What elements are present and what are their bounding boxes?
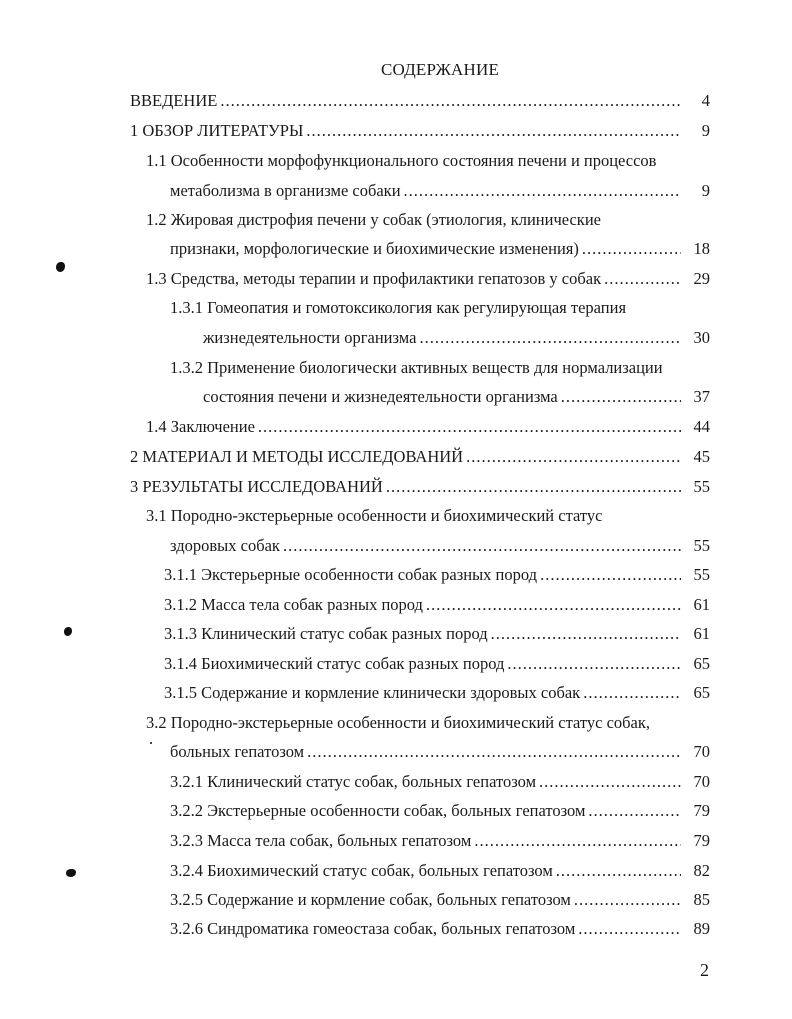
toc-entry-page: 55 (693, 565, 710, 584)
toc-leader-dots (426, 594, 681, 616)
toc-leader-dots (561, 386, 681, 408)
toc-entry-section-3-2-1[interactable] (170, 771, 710, 793)
toc-entry-page: 55 (693, 536, 710, 555)
toc-entry-title: 3.1.2 Масса тела собак разных пород (164, 595, 423, 614)
toc-entry-page: 85 (693, 890, 710, 909)
toc-entry-continuation: здоровых собак (170, 536, 280, 555)
toc-entry-continuation: метаболизма в организме собаки (170, 181, 401, 200)
toc-leader-dots (491, 623, 681, 645)
toc-entry-page: 29 (693, 269, 710, 288)
toc-entry-page: 30 (693, 328, 710, 347)
toc-entry-introduction[interactable] (130, 90, 710, 112)
toc-leader-dots (474, 830, 681, 852)
toc-leader-dots (583, 682, 681, 704)
toc-entry-title: ВВЕДЕНИЕ (130, 91, 218, 110)
toc-leader-dots (540, 564, 681, 586)
toc-entry-title[interactable]: 3.1 Породно-экстерьерные особенности и биохимический статус (146, 506, 603, 525)
toc-entry-page: 61 (693, 624, 710, 643)
toc-entry-page: 65 (693, 654, 710, 673)
toc-entry-section-3-1-4[interactable] (164, 653, 710, 675)
toc-entry-section-3-2[interactable] (170, 741, 710, 763)
toc-entry-chapter-2[interactable] (130, 446, 710, 468)
toc-entry-title[interactable]: 1.3.2 Применение биологически активных веществ для нормализации (170, 358, 663, 377)
toc-leader-dots (386, 476, 681, 498)
toc-entry-title: 3.1.4 Биохимический статус собак разных пород (164, 654, 505, 673)
toc-entry-page: 37 (693, 387, 710, 406)
toc-entry-title[interactable]: 1.3.1 Гомеопатия и гомотоксикология как регулирующая терапия (170, 298, 627, 317)
toc-entry-continuation: жизнедеятельности организма (203, 328, 417, 347)
page-number: 2 (700, 960, 709, 980)
toc-entry-title: 3.1.3 Клинический статус собак разных пород (164, 624, 488, 643)
toc-entry-title: 1.4 Заключение (146, 417, 255, 436)
toc-entry-title: 3.1.5 Содержание и кормление клинически здоровых собак (164, 683, 581, 702)
toc-entry-page: 4 (701, 91, 710, 110)
toc-entry-title[interactable]: 3.2 Породно-экстерьерные особенности и биохимический статус собак, (146, 713, 650, 732)
toc-leader-dots (466, 446, 681, 468)
toc-entry-title: 1 ОБЗОР ЛИТЕРАТУРЫ (130, 121, 304, 140)
toc-entry-chapter-1[interactable] (130, 120, 710, 142)
toc-entry-title: 3.2.2 Экстерьерные особенности собак, больных гепатозом (170, 801, 586, 820)
toc-entry-section-1-3-1[interactable] (203, 327, 710, 349)
toc-leader-dots (588, 800, 681, 822)
toc-leader-dots (578, 918, 681, 940)
toc-entry-section-1-4[interactable] (146, 416, 710, 438)
toc-entry-page: 82 (693, 861, 710, 880)
toc-entry-page: 9 (701, 181, 710, 200)
toc-entry-section-3-1-3[interactable] (164, 623, 710, 645)
toc-leader-dots (283, 535, 681, 557)
toc-entry-title: 3.2.3 Масса тела собак, больных гепатозом (170, 831, 472, 850)
toc-entry-page: 79 (693, 831, 710, 850)
toc-entry-title: 2 МАТЕРИАЛ И МЕТОДЫ ИССЛЕДОВАНИЙ (130, 447, 464, 466)
toc-leader-dots (539, 771, 681, 793)
toc-entry-title: 3.2.4 Биохимический статус собак, больных гепатозом (170, 861, 553, 880)
toc-entry-section-3-2-5[interactable] (170, 889, 710, 911)
toc-entry-title: 1.3 Средства, методы терапии и профилактики гепатозов у собак (146, 269, 602, 288)
toc-entry-title[interactable]: 1.2 Жировая дистрофия печени у собак (этиология, клинические (146, 210, 601, 229)
toc-entry-section-1-3[interactable] (146, 268, 710, 290)
toc-leader-dots (582, 238, 681, 260)
toc-entry-title: 3.2.5 Содержание и кормление собак, больных гепатозом (170, 890, 571, 909)
toc-entry-title: 3.1.1 Экстерьерные особенности собак разных пород (164, 565, 538, 584)
toc-leader-dots (556, 860, 681, 882)
toc-entry-title: 3.2.6 Синдроматика гомеостаза собак, больных гепатозом (170, 919, 576, 938)
toc-entry-section-3-1-1[interactable] (164, 564, 710, 586)
toc-entry-section-1-2[interactable] (170, 238, 710, 260)
toc-entry-page: 89 (693, 919, 710, 938)
toc-entry-section-3-1-2[interactable] (164, 594, 710, 616)
toc-entry-page: 9 (701, 121, 710, 140)
toc-entry-page: 79 (693, 801, 710, 820)
toc-leader-dots (306, 120, 681, 142)
toc-entry-page: 65 (693, 683, 710, 702)
toc-entry-section-3-2-3[interactable] (170, 830, 710, 852)
toc-entry-page: 44 (693, 417, 710, 436)
toc-leader-dots (419, 327, 681, 349)
page-title: СОДЕРЖАНИЕ (380, 60, 500, 79)
toc-entry-title: 3 РЕЗУЛЬТАТЫ ИССЛЕДОВАНИЙ (130, 477, 383, 496)
toc-entry-title[interactable]: 1.1 Особенности морфофункционального состояния печени и процессов (146, 151, 657, 170)
toc-entry-section-3-2-4[interactable] (170, 860, 710, 882)
toc-leader-dots (404, 180, 681, 202)
toc-entry-section-3-1[interactable] (170, 535, 710, 557)
toc-entry-continuation: больных гепатозом (170, 742, 305, 761)
toc-leader-dots (507, 653, 681, 675)
toc-entry-page: 18 (693, 239, 710, 258)
toc-leader-dots (258, 416, 681, 438)
toc-entry-page: 55 (693, 477, 710, 496)
toc-leader-dots (307, 741, 681, 763)
toc-entry-continuation: состояния печени и жизнедеятельности организма (203, 387, 558, 406)
toc-leader-dots (220, 90, 681, 112)
toc-leader-dots (604, 268, 681, 290)
toc-entry-title: 3.2.1 Клинический статус собак, больных гепатозом (170, 772, 537, 791)
toc-entry-section-3-1-5[interactable] (164, 682, 710, 704)
toc-leader-dots (574, 889, 681, 911)
toc-entry-page: 45 (693, 447, 710, 466)
toc-entry-section-3-2-6[interactable] (170, 918, 710, 940)
toc-entry-page: 61 (693, 595, 710, 614)
toc-entry-section-1-3-2[interactable] (203, 386, 710, 408)
toc-entry-chapter-3[interactable] (130, 476, 710, 498)
toc-entry-page: 70 (693, 742, 710, 761)
toc-entry-continuation: признаки, морфологические и биохимические изменения) (170, 239, 579, 258)
toc-entry-section-3-2-2[interactable] (170, 800, 710, 822)
toc-entry-page: 70 (693, 772, 710, 791)
toc-entry-section-1-1[interactable] (170, 180, 710, 202)
